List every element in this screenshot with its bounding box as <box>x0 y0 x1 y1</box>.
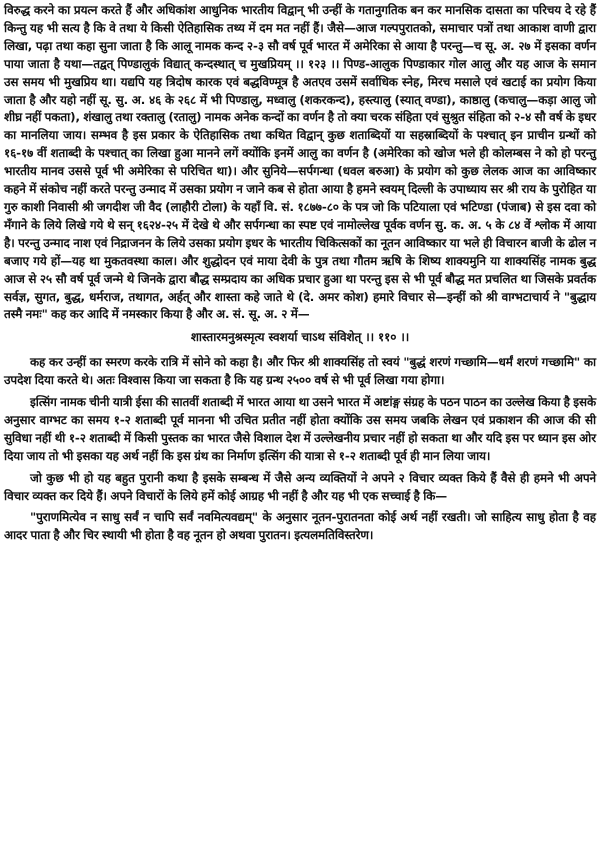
paragraph-historical-claims: विरुद्ध करने का प्रयत्न करते हैं और अधिकांश आधुनिक भारतीय विद्वान् भी उन्हीं के गतानुगतिक बन कर मानसिक दासता का परिचय दे रहे हैं किन्तु यह भी सत्य है कि वे तथा ये किसी ऐतिहासिक तथ्य में दम मत नहीं हैं। जैसे—आज गल्पपुरातको, समाचार पत्रों तथा आकाश वाणी द्वारा लिखा, पढ़ा तथा कहा सुना जाता है कि आलू नामक कन्द २-३ सौ वर्ष पूर्व भारत में अमेरिका से आया है परन्तु—च सू. अ. २७ में इसका वर्णन पाया जाता है यथा—तद्वत् पिण्डालुकं विद्यात् कन्दस्थात् च मुखप्रियम् ।। १२३ ।। पिण्ड-आलुक पिण्डाकार गोल आलु और यह आज के समान उस समय भी मुखप्रिय था। यद्यपि यह त्रिदोष कारक एवं बद्धविण्मूत्र है अतएव उसमें सर्वाधिक स्नेह, मिरच मसाले एवं खटाई का प्रयोग किया जाता है और यहो नहीं सू. सु. अ. ४६ के २६८ में भी पिण्डालु, मध्वालु (शकरकन्द), हस्त्यालु (स्यात् वण्डा), काष्ठालु (कचालु—कड़ा आलु जो शीघ्र नहीं पकता), शंखालु तथा रक्तालु (रतालु) नामक अनेक कन्दों का वर्णन है तो क्या चरक संहिता एवं सुश्रुत संहिता को २-४ सौ वर्ष के इधर का मानलिया जाय। सम्भव है इस प्रकार के ऐतिहासिक तथा कथित विद्वान् कुछ शताब्दियों या सहस्राब्दियों के पश्चात् इन प्राचीन ग्रन्थों को १६-१७ वीं शताब्दी के पश्चात् का लिखा हुआ मानने लगें क्योंकि इनमें आलु का वर्णन है (अमेरिका को खोज भले ही कोलम्बस ने को हो परन्तु भारतीय मानव उससे पूर्व भी अमेरिका से परिचित था)। और सुनिये—सर्पगन्धा (धवल बरुआ) के प्रयोग को कुछ लेलक आज का आविष्कार कहने में संकोच नहीं करते परन्तु उन्माद में उसका प्रयोग न जाने कब से होता आया है हमने स्वयम् दिल्ली के उपाध्याय सर श्री राय के पुरोहित या गुरु काशी निवासी श्री जगदीश जी वैद (लाहौरी टोला) के यहाँ वि. सं. १८७७-८० के पत्र जो कि पटियाला एवं भटिण्डा (पंजाब) से इस दवा को मँगाने के लिये लिखे गये थे सन् १६२४-२५ में देखे थे और सर्पगन्धा का स्पष्ट एवं नामोल्लेख पूर्वक वर्णन सु. क. अ. ५ के ८४ वें श्लोक में आया है। परन्तु उन्माद नाश एवं निद्राजनन के लिये उसका प्रयोग इधर के भारतीय चिकित्सकों का नूतन आविष्कार या भले ही विचारन बाजी के ढोल न बजाए गये हों—यह था मुकतवस्था काल। और शुद्धोदन एवं माया देवी के पुत्र तथा गौतम ऋषि के शिष्य शाक्यमुनि या शाक्यसिंह नामक बुद्ध आज से २५ सौ वर्ष पूर्व जन्मे थे जिनके द्वारा बौद्ध सम्प्रदाय का अधिक प्रचार हुआ था परन्तु इस से भी पूर्व बौद्ध मत प्रचलित था जिसके प्रवर्तक सर्वज्ञ, सुगत, बुद्ध, धर्मराज, तथागत, अर्हत् और शास्ता कहे जाते थे (दे. अमर कोश) हमारे विचार से—इन्हीं को श्री वाग्भटाचार्य ने "बुद्धाय तस्मै नमः" कह कर आदि में नमस्कार किया है और अ. सं. सू. अ. २ में— <box>4 3 596 322</box>
verse-shloka-110: शास्तारमनुश्रस्मृत्य स्वशर्या चाऽथ संविशेत् ।। ११० ।। <box>190 330 410 345</box>
book-page <box>4 2 596 842</box>
paragraph-itsing-traveller: इत्सिंग नामक चीनी यात्री ईसा की सातवीं शताब्दी में भारत आया था उसने भारत में अष्टांङ्ग संग्रह के पठन पाठन का उल्लेख किया है इसके अनुसार वाग्भट का समय १-२ शताब्दी पूर्व मानना भी उचित प्रतीत नहीं होता क्योंकि उस समय जबकि लेखन एवं प्रकाशन की आज की सी सुविधा नहीं थी १-२ शताब्दी में किसी पुस्तक का भारत जैसे विशाल देश में उल्लेखनीय प्रचार नहीं हो सकता था और यदि इस पर ध्यान इस ओर दिया जाय तो भी इसका यह अर्थ नहीं कि इस ग्रंथ का निर्माण इत्सिंग की यात्रा से १-२ शताब्दी पूर्व ही मान लिया जाय। <box>4 395 596 463</box>
paragraph-conclusion-quote: "पुराणमित्येव न साधु सर्वं न चापि सर्वं नवमित्यवद्यम्" के अनुसार नूतन-पुरातनता कोई अर्थ नहीं रखती। जो साहित्य साधु होता है वह आदर पाता है और चिर स्थायी भी होता है वह नूतन हो अथवा पुरातन। इत्यलमतिविस्तरेण। <box>4 510 596 543</box>
paragraph-author-views: जो कुछ भी हो यह बहुत पुरानी कथा है इसके सम्बन्ध में जैसे अन्य व्यक्तियों ने अपने २ विचार व्यक्त किये हैं वैसे ही हमने भी अपने विचार व्यक्त कर दिये हैं। अपने विचारों के लिये हमें कोई आग्रह भी नहीं है और यह भी एक सच्चाई है कि— <box>4 470 596 503</box>
paragraph-buddha-reference: कह कर उन्हीं का स्मरण करके रात्रि में सोने को कहा है। और फिर श्री शाक्यसिंह तो स्वयं "बुद्धं शरणं गच्छामि—धर्मं शरणं गच्छामि" का उपदेश दिया करते थे। अतः विश्वास किया जा सकता है कि यह ग्रन्थ २५०० वर्ष से भी पूर्व लिखा गया होगा। <box>4 355 596 388</box>
